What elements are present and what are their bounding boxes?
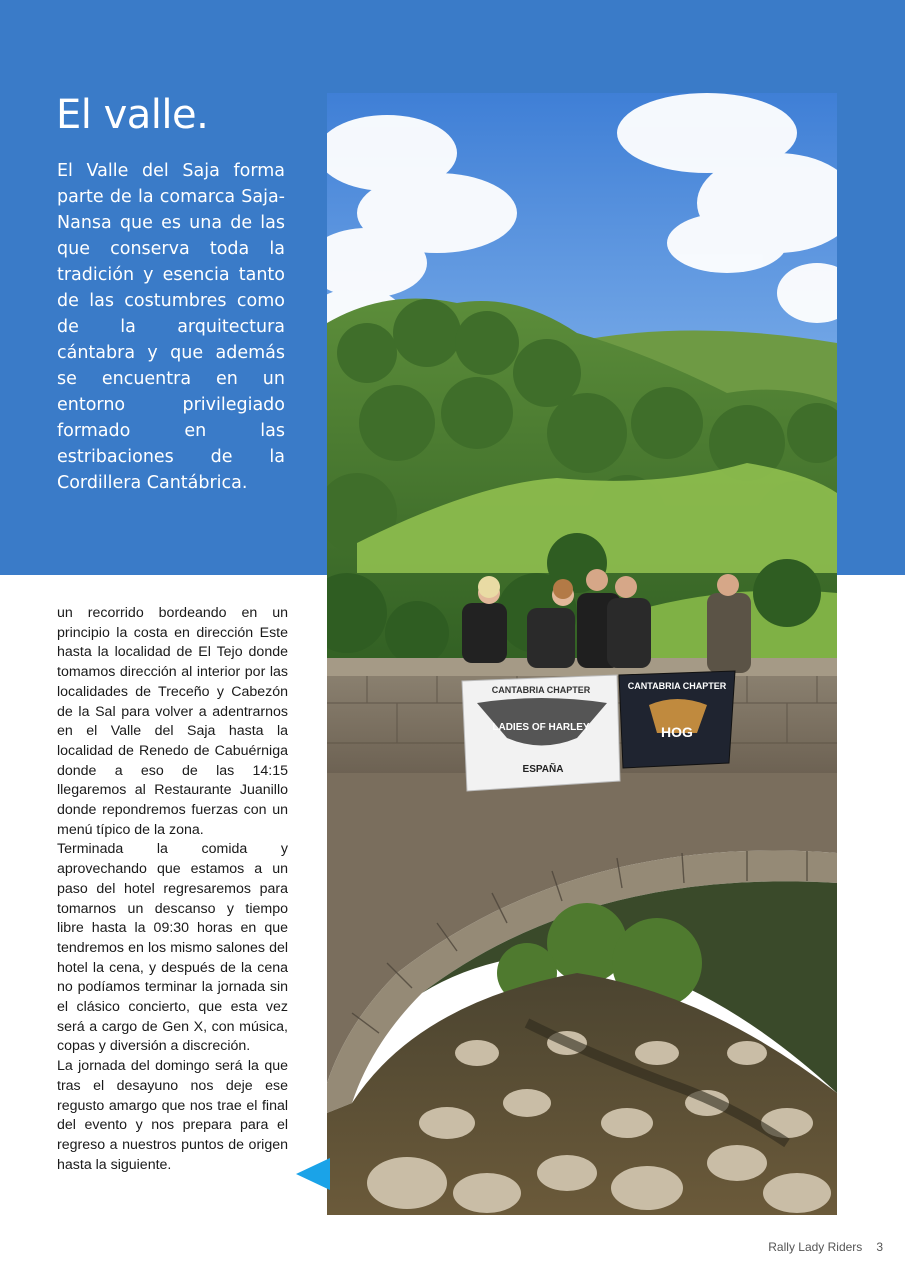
section-title: El valle. xyxy=(56,92,209,138)
body-paragraph: un recorrido bordeando en un principio la costa en dirección Este hasta la localidad de El Tejo donde tomamos dirección al interior por las localidades de Treceño y Cabezón de la Sal para volver a adentrarnos en el Valle del Saja hasta la localidad de Renedo de Cabuérniga donde a eso de las 14:15 llegaremos al Restaurante Juanillo donde repondremos fuerzas con un menú típico de la zona. xyxy=(57,605,288,838)
publication-name: Rally Lady Riders xyxy=(768,1240,863,1254)
body-paragraph: Terminada la comida y aprovechando que estamos a un paso del hotel regresaremos para tomarnos un descanso y tiempo libre hasta la 09:30 horas en que tendremos en los mismo salones del hotel la cena, y después de la cena no podíamos terminar la jornada sin el clásico concierto, que esta vez será a cargo de Gen X, con música, copas y diversión a discreción. xyxy=(57,841,288,1055)
page-footer xyxy=(768,1240,883,1254)
ladies-of-harley-banner xyxy=(462,675,620,791)
right-banner-top: CANTABRIA CHAPTER xyxy=(627,681,727,691)
left-banner-logo: LADIES OF HARLEY xyxy=(492,722,590,733)
hog-banner xyxy=(619,671,735,768)
left-banner-top: CANTABRIA CHAPTER xyxy=(491,685,591,695)
intro-paragraph: El Valle del Saja forma parte de la comarca Saja-Nansa que es una de las que conserva toda la tradición y esencia tanto de las costumbres como de la arquitectura cántabra y que además se encuentra en un entorno privilegiado formado en las estribaciones de la Cordillera Cantábrica. xyxy=(57,161,285,493)
valley-bridge-photo xyxy=(327,93,837,1215)
body-paragraph: La jornada del domingo será la que tras el desayuno nos deje ese regusto amargo que nos trae el final del evento y nos prepara para el regreso a nuestros puntos de origen hasta la siguiente. xyxy=(57,1058,288,1173)
right-banner-logo: HOG xyxy=(661,724,693,740)
page-number: 3 xyxy=(876,1240,883,1254)
body-text xyxy=(57,604,288,1175)
play-arrow-icon xyxy=(296,1158,330,1190)
left-banner-bottom: ESPAÑA xyxy=(522,764,564,775)
